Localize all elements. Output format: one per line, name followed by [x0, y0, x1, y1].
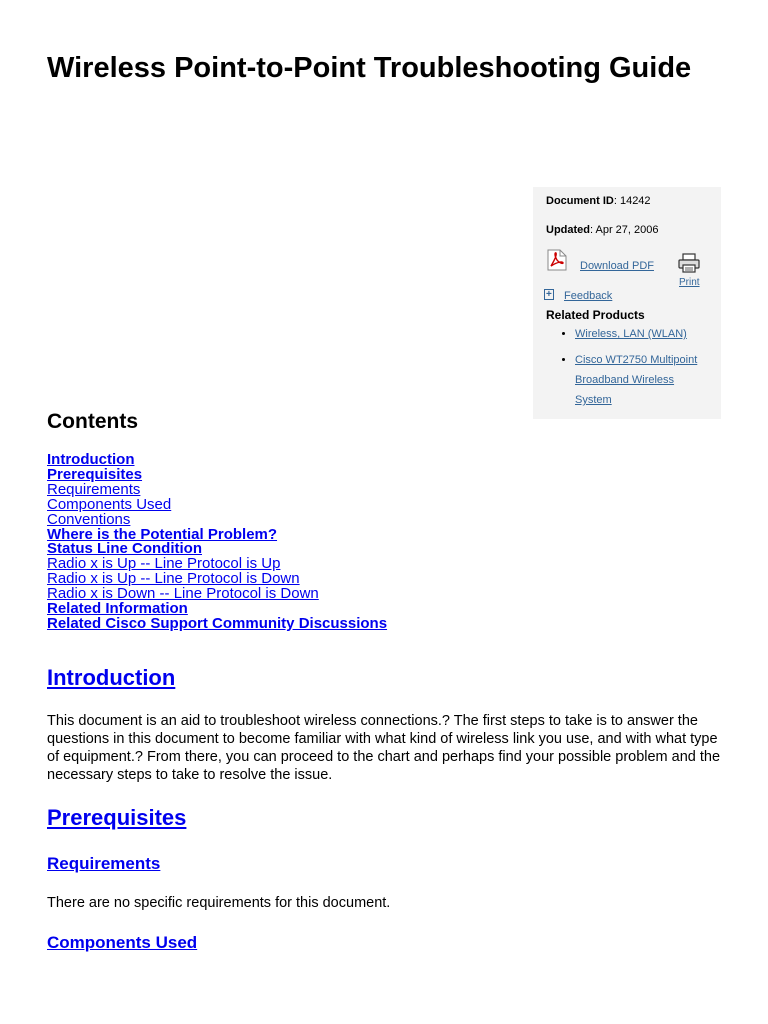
document-id-value: : 14242: [613, 195, 651, 207]
requirements-paragraph: There are no specific requirements for this document.: [47, 895, 391, 911]
print-link[interactable]: Print: [679, 277, 700, 288]
toc-link-radio-up-protocol-down[interactable]: Radio x is Up -- Line Protocol is Down: [47, 570, 300, 588]
related-product-item: [575, 350, 711, 410]
feedback-link[interactable]: Feedback: [564, 290, 613, 302]
document-info-box: [533, 187, 721, 419]
pdf-icon[interactable]: [546, 249, 568, 274]
feedback-row: [544, 289, 711, 307]
related-products-title: Related Products: [546, 308, 645, 322]
requirements-heading-link[interactable]: Requirements: [47, 854, 161, 873]
toc-link-potential-problem[interactable]: Where is the Potential Problem?: [47, 525, 278, 543]
toc-link-requirements[interactable]: Requirements: [47, 480, 141, 498]
toc-link-status-line-condition[interactable]: Status Line Condition: [47, 540, 202, 558]
plus-icon[interactable]: +: [546, 289, 552, 300]
toc-link-related-information[interactable]: Related Information: [47, 600, 188, 618]
related-products-list: [546, 324, 711, 410]
updated-label: Updated: [546, 224, 590, 236]
document-id: [546, 194, 711, 208]
toc-link-radio-up-protocol-up[interactable]: Radio x is Up -- Line Protocol is Up: [47, 555, 281, 573]
related-product-item: [575, 324, 711, 344]
toc-link-radio-down-protocol-down[interactable]: Radio x is Down -- Line Protocol is Down: [47, 585, 319, 603]
table-of-contents: [47, 453, 387, 632]
components-used-heading-link[interactable]: Components Used: [47, 933, 198, 952]
download-pdf-link[interactable]: Download PDF: [580, 260, 654, 272]
toc-link-conventions[interactable]: Conventions: [47, 510, 131, 528]
prerequisites-heading-link[interactable]: Prerequisites: [47, 805, 187, 830]
toc-link-introduction[interactable]: Introduction: [47, 451, 135, 468]
components-used-heading: [47, 933, 197, 953]
prerequisites-heading: [47, 805, 186, 831]
toc-link-related-discussions[interactable]: Related Cisco Support Community Discussions: [47, 614, 388, 632]
related-product-link-wt2750[interactable]: Cisco WT2750 Multipoint Broadband Wireless System: [575, 354, 698, 406]
document-id-label: Document ID: [546, 195, 614, 207]
introduction-heading: [47, 665, 175, 691]
toc-link-components-used[interactable]: Components Used: [47, 495, 172, 513]
contents-heading: Contents: [47, 410, 138, 433]
toc-link-prerequisites[interactable]: Prerequisites: [47, 465, 143, 483]
printer-icon[interactable]: [677, 253, 701, 276]
introduction-heading-link[interactable]: Introduction: [47, 665, 176, 690]
updated-date: [546, 223, 711, 237]
page-title: Wireless Point-to-Point Troubleshooting Guide: [47, 52, 692, 84]
download-row: [546, 249, 711, 291]
related-product-link-wlan[interactable]: Wireless, LAN (WLAN): [575, 328, 687, 340]
updated-value: : Apr 27, 2006: [590, 224, 659, 236]
requirements-heading: [47, 854, 160, 874]
introduction-paragraph: This document is an aid to troubleshoot wireless connections.? The first steps to take is to answer the questions in this document to become familiar with what kind of wireless link you use, and with what type of equipment.? From there, you can proceed to the chart and perhaps find your possible problem and the necessary steps to take to resolve the issue.: [47, 713, 721, 783]
